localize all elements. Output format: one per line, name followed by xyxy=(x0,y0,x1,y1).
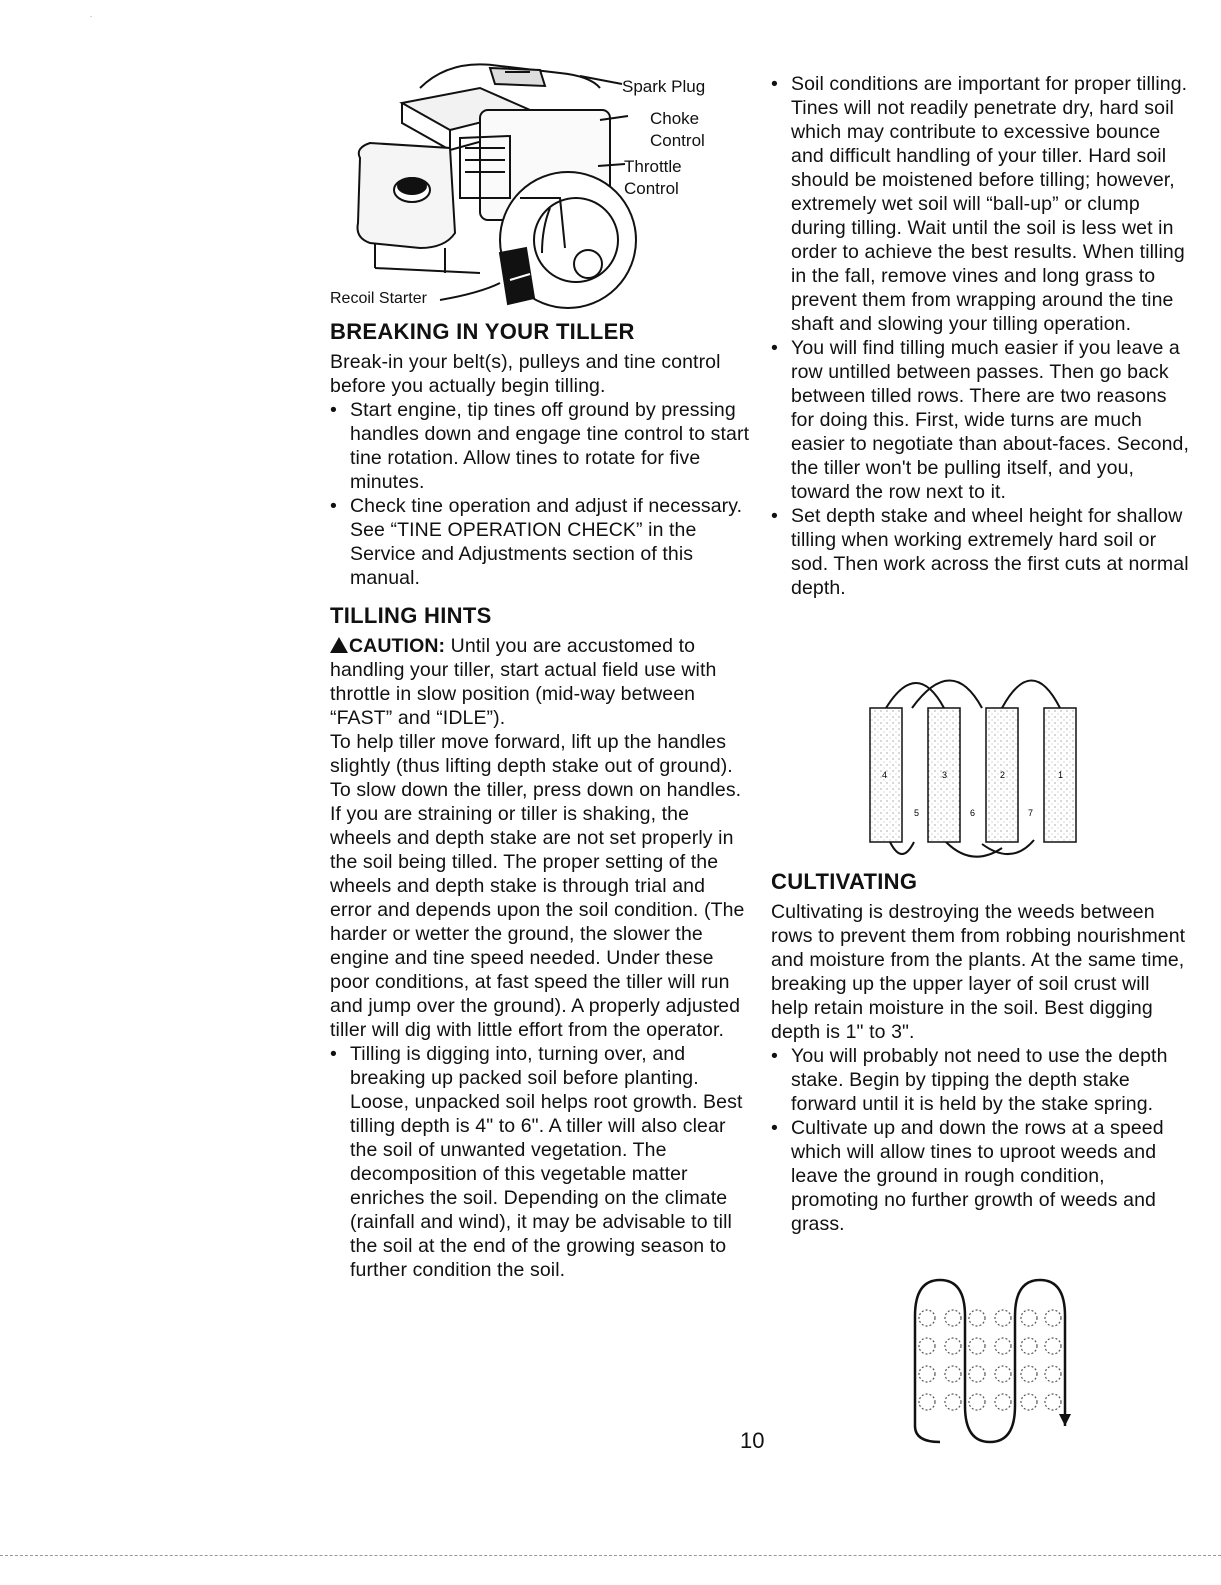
tilling-hints-para-2: If you are straining or tiller is shaking, the wheels and depth stake are not set properly in the soil being tilled. The proper setting of the wheels and depth stake is through trial and error and depends upon the soil condition. (The harder or wetter the ground, the slower the engine and tine speed needed. Under these poor conditions, at fast speed the tiller will run and jump over the ground). A properly adjusted tiller will dig with little effort from the operator. xyxy=(330,803,745,1041)
warning-icon xyxy=(330,637,348,653)
breaking-in-list xyxy=(330,398,750,590)
caution-label: CAUTION: xyxy=(349,635,446,657)
turn-label-6: 6 xyxy=(970,808,976,818)
tilling-hints-left-list xyxy=(330,1042,750,1282)
caution-text: Until you are accustomed to handling your tiller, start actual field use with throttle in slow position (mid-way between “FAST” and “IDLE”). xyxy=(330,635,717,729)
spark-plug-label: Spark Plug xyxy=(622,77,706,96)
tilling-bullet-untilled-row: • You will find tilling much easier if you leave a row untilled between passes. Then go back between tilled rows. There are two reasons for doing this. First, wide turns are much easier to negotiate than about-faces. Second, the tiller won't be pulling itself, and you, toward the row next to it. xyxy=(771,336,1191,504)
tilling-bullet-soil: • Soil conditions are important for proper tilling. Tines will not readily penetrate dry, hard soil which may contribute to excessive bounce and difficult handling of your tiller. Hard soil should be moistened before tilling; however, extremely wet soil will “ball-up” or clump during tilling. Wait until the soil is less wet in order to achieve the best results. When tilling in the fall, remove vines and long grass to prevent them from wrapping around the tine shaft and slowing your tilling operation. xyxy=(771,72,1191,336)
cultivating-list xyxy=(771,1044,1191,1236)
caution-paragraph xyxy=(330,634,750,730)
engine-diagram xyxy=(330,48,750,314)
row-label-2: 2 xyxy=(1000,770,1006,780)
throttle-label-line1: Throttle xyxy=(624,157,682,176)
cultivating-intro: Cultivating is destroying the weeds between rows to prevent them from robbing nourishment and moisture from the plants. At the same time, breaking up the upper layer of soil crust will help retain moisture in the soil. Best digging depth is 1" to 3". xyxy=(771,901,1186,1043)
breaking-in-bullet-2: • Check tine operation and adjust if necessary. See “TINE OPERATION CHECK” in the Service and Adjustments section of this manual. xyxy=(330,494,750,590)
stray-mark: · xyxy=(90,14,92,20)
page-number: 10 xyxy=(740,1428,765,1453)
cultivating-heading: CULTIVATING xyxy=(771,869,918,894)
right-column xyxy=(771,72,1191,600)
cultivating-bullet-1: • You will probably not need to use the depth stake. Begin by tipping the depth stake forward until it is held by the stake spring. xyxy=(771,1044,1191,1116)
recoil-starter-label: Recoil Starter xyxy=(330,290,427,307)
row-pattern-diagram xyxy=(862,668,1092,868)
turn-label-7: 7 xyxy=(1028,808,1034,818)
tilling-bullet-digging: • Tilling is digging into, turning over, and breaking up packed soil before planting. Loose, unpacked soil helps root growth. Best tilling depth is 4" to 6". A tiller will also clear the soil of unwanted vegetation. The decomposition of this vegetable matter enriches the soil. Depending on the climate (rainfall and wind), it may be advisable to till the soil at the end of the growing season to further condition the soil. xyxy=(330,1042,750,1282)
cultivating-pattern-diagram xyxy=(905,1276,1085,1451)
page-bottom-rule xyxy=(0,1555,1221,1556)
row-label-4: 4 xyxy=(882,770,888,780)
tilling-bullet-depth-stake: • Set depth stake and wheel height for shallow tilling when working extremely hard soil or sod. Then work across the first cuts at normal depth. xyxy=(771,504,1191,600)
breaking-in-heading: BREAKING IN YOUR TILLER xyxy=(330,319,635,344)
throttle-label-line2: Control xyxy=(624,179,679,198)
turn-label-5: 5 xyxy=(914,808,920,818)
choke-label-line2: Control xyxy=(650,131,705,150)
breaking-in-bullet-1: • Start engine, tip tines off ground by pressing handles down and engage tine control to start tine rotation. Allow tines to rotate for five minutes. xyxy=(330,398,750,494)
row-label-1: 1 xyxy=(1058,770,1064,780)
row-pattern-svg xyxy=(862,668,1092,868)
tilling-hints-right-list xyxy=(771,72,1191,600)
choke-label-line1: Choke xyxy=(650,109,700,128)
row-label-3: 3 xyxy=(942,770,948,780)
tilling-hints-heading: TILLING HINTS xyxy=(330,603,492,628)
cultivating-pattern-svg xyxy=(905,1276,1085,1451)
breaking-in-intro: Break-in your belt(s), pulleys and tine control before you actually begin tilling. xyxy=(330,351,721,397)
tilling-hints-para-1: To help tiller move forward, lift up the handles slightly (thus lifting depth stake out of ground). To slow down the tiller, press down on handles. xyxy=(330,731,742,801)
cultivating-bullet-2: • Cultivate up and down the rows at a speed which will allow tines to uproot weeds and leave the ground in rough condition, promoting no further growth of weeds and grass. xyxy=(771,1116,1191,1236)
left-column xyxy=(330,318,750,1282)
cultivating-section xyxy=(771,868,1191,1236)
